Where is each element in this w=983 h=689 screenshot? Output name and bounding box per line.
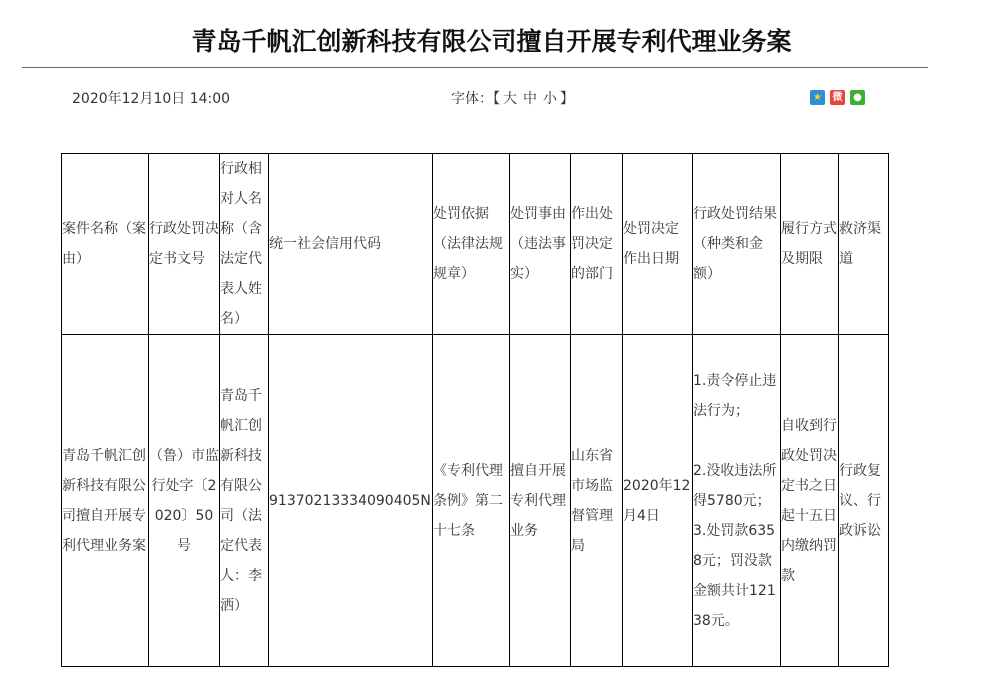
publish-date: 2020年12月10日 14:00 [72,91,231,107]
penalty-table [61,153,889,667]
header-cell: 处罚依据（法律法规规章） [433,154,510,335]
result-item: 1.责令停止违法行为； [693,372,777,419]
header-cell: 处罚决定作出日期 [623,154,693,335]
weibo-icon[interactable]: 微 [830,90,845,105]
header-cell: 履行方式及期限 [781,154,839,335]
result-cell [693,335,781,667]
header-cell: 救济渠道 [839,154,889,335]
result-item: 2.没收违法所得5780元； [693,462,777,509]
doc-number-cell: （鲁）市监行处字〔2020〕50号 [149,335,220,667]
font-size-small[interactable]: 小 [543,91,557,107]
table-row [62,335,889,667]
basis-cell: 《专利代理条例》第二十七条 [433,335,510,667]
title-divider [22,67,928,68]
header-cell: 行政处罚决定书文号 [149,154,220,335]
department-cell: 山东省市场监督管理局 [571,335,623,667]
remedy-cell: 行政复议、行政诉讼 [839,335,889,667]
share-bar [810,90,865,105]
header-cell: 作出处罚决定的部门 [571,154,623,335]
font-size-medium[interactable]: 中 [523,91,537,107]
decision-date-cell: 2020年12月4日 [623,335,693,667]
reason-cell: 擅自开展专利代理业务 [510,335,571,667]
performance-cell: 自收到行政处罚决定书之日起十五日内缴纳罚款 [781,335,839,667]
font-size-label: 字体：【 [451,91,500,107]
qzone-icon[interactable]: ★ [810,90,825,105]
header-cell: 统一社会信用代码 [269,154,433,335]
table-header-row [62,154,889,335]
header-cell: 处罚事由（违法事实） [510,154,571,335]
credit-code-cell: 91370213334090405N [269,335,433,667]
party-cell: 青岛千帆汇创新科技有限公司（法定代表人：李洒） [220,335,269,667]
article-title: 青岛千帆汇创新科技有限公司擅自开展专利代理业务案 [191,27,792,56]
font-size-close: 】 [560,91,574,107]
header-cell: 行政处罚结果（种类和金额） [693,154,781,335]
font-size-large[interactable]: 大 [503,91,517,107]
result-item: 3.处罚款6358元；罚没款金额共计12138元。 [693,522,776,629]
case-name-cell: 青岛千帆汇创新科技有限公司擅自开展专利代理业务案 [62,335,149,667]
wechat-icon[interactable]: ● [850,90,865,105]
header-cell: 行政相对人名称（含法定代表人姓名） [220,154,269,335]
header-cell: 案件名称（案由） [62,154,149,335]
font-size-selector [451,88,574,108]
